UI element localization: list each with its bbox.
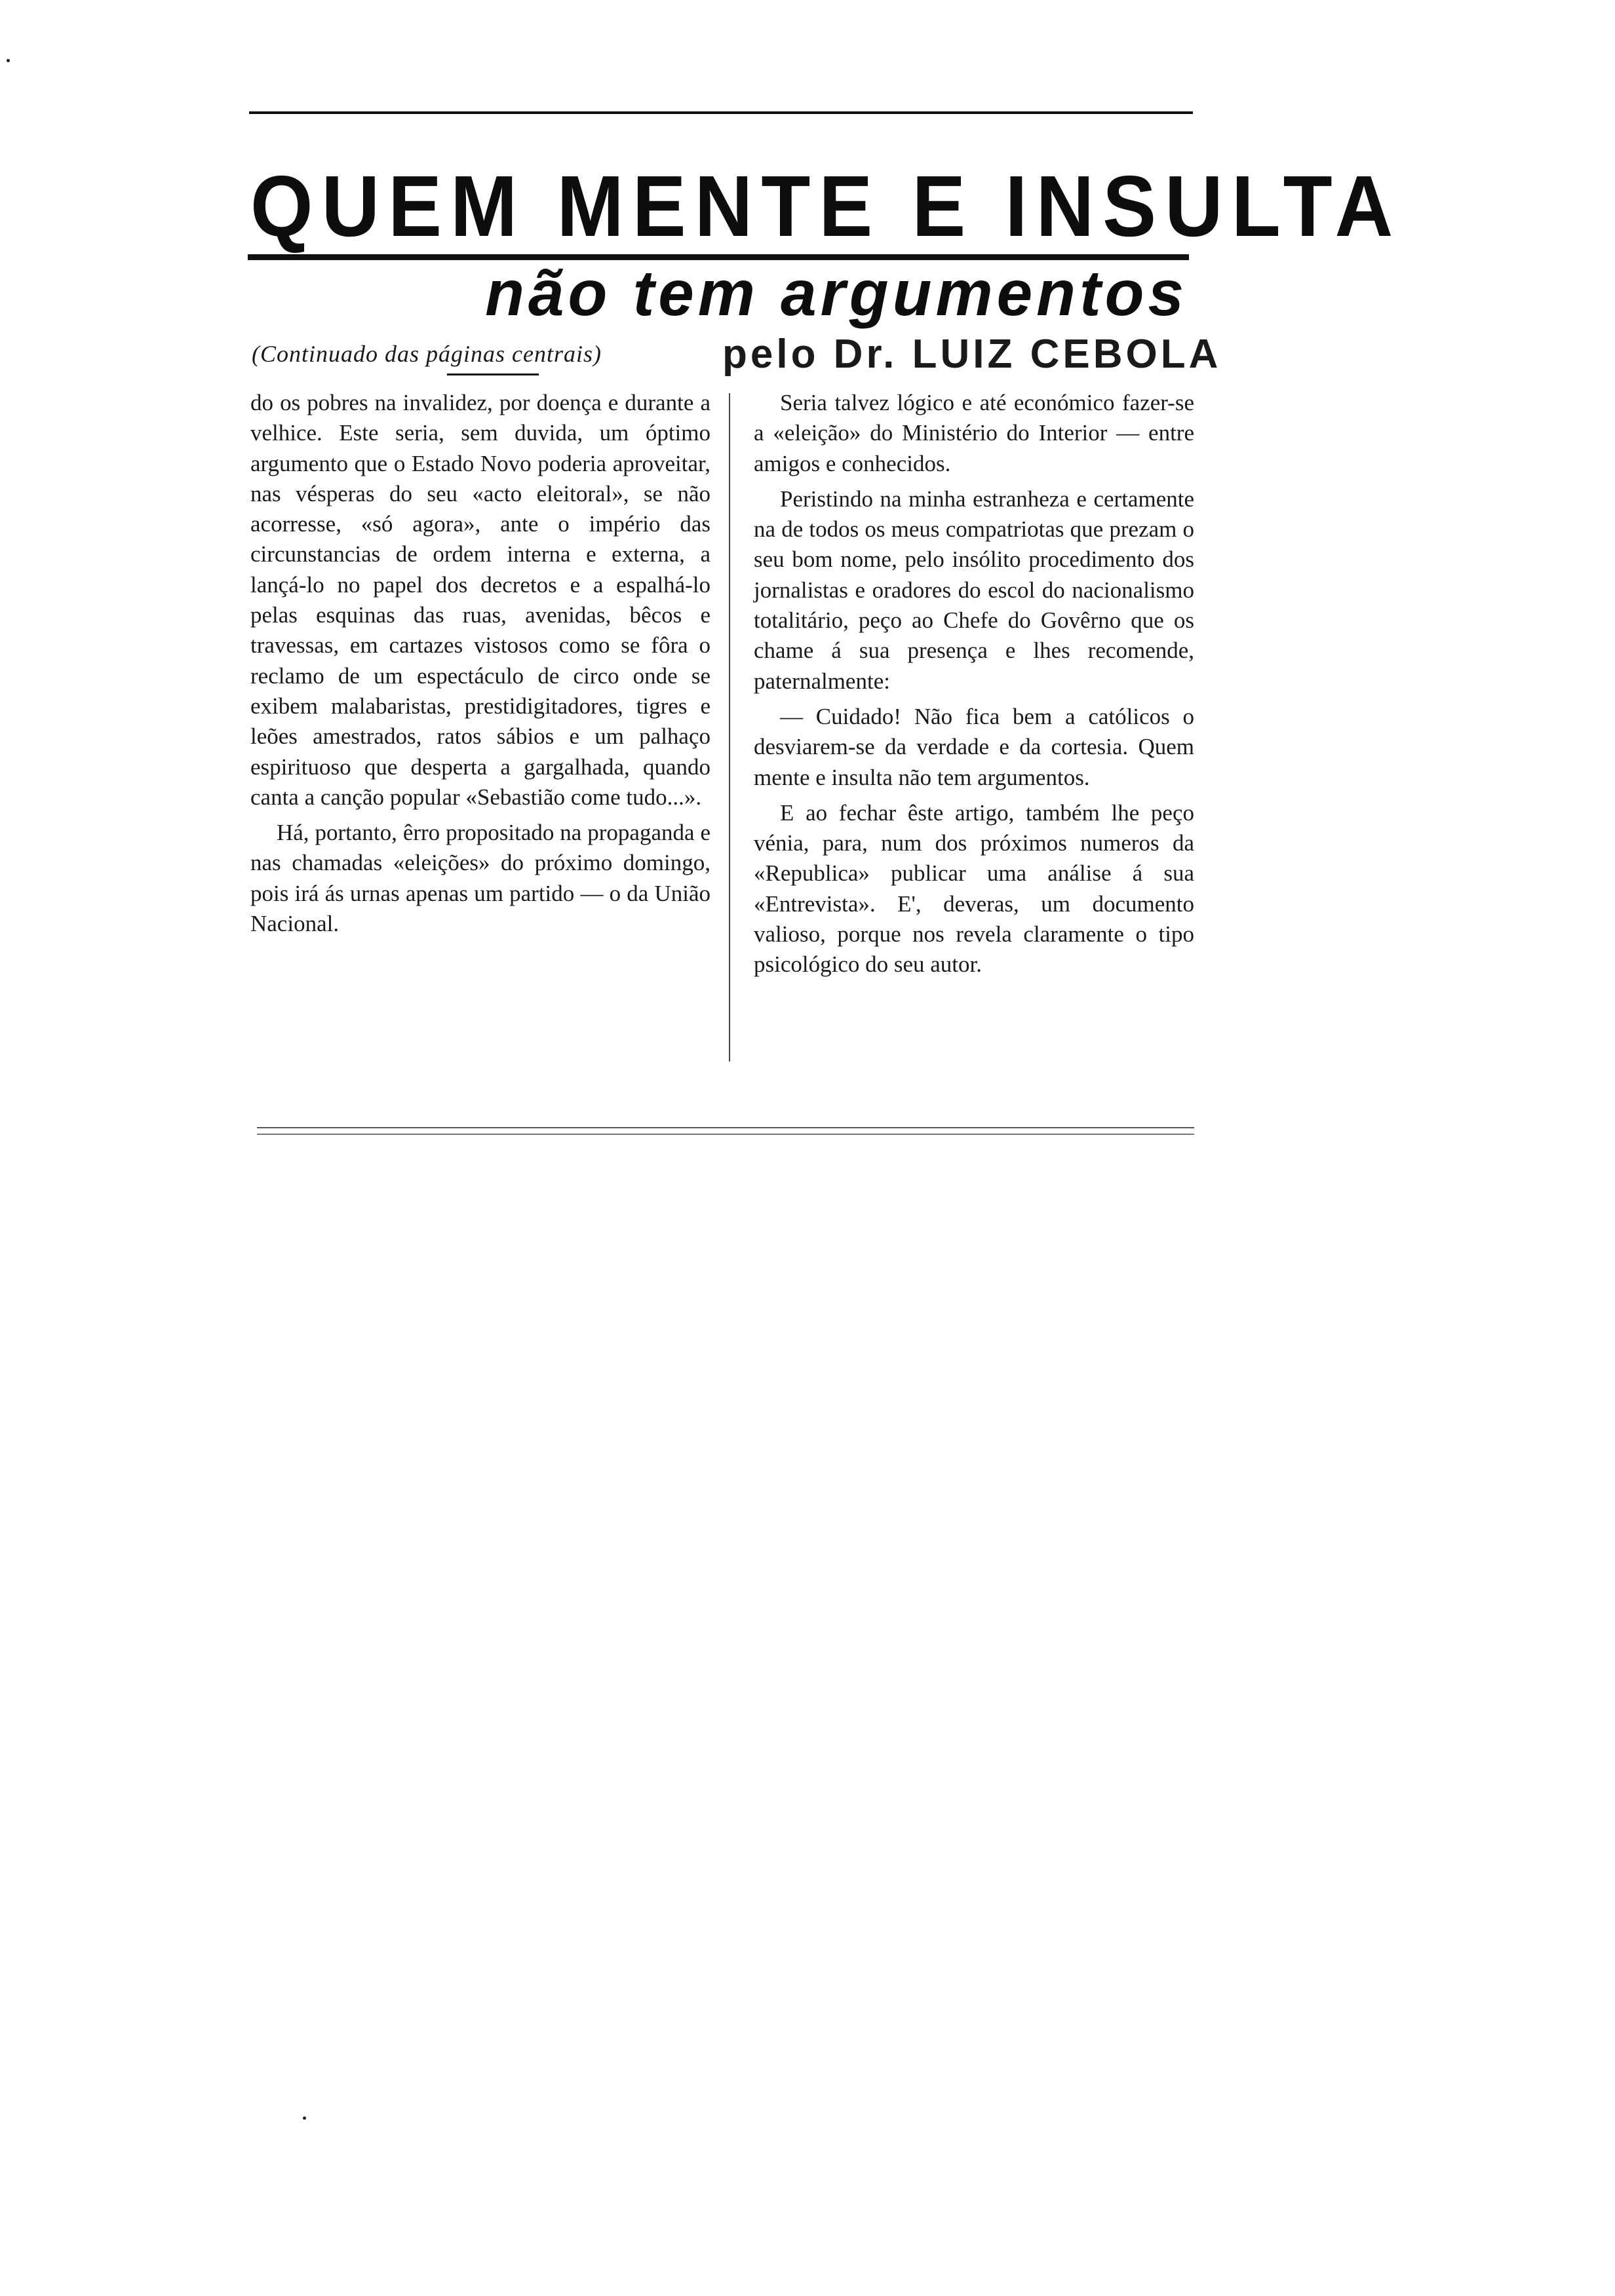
scan-speck: [303, 2116, 306, 2120]
column-divider: [729, 393, 730, 1062]
right-paragraph: E ao fechar êste artigo, também lhe peço vénia, para, num dos próximos numeros da «Republica» publicar uma análise á sua «Entrevista». E', deveras, um documento valioso, porque nos revela claramente o tipo psicológico do seu autor.: [754, 799, 1194, 978]
left-paragraph: do os pobres na invalidez, por doença e durante a velhice. Este seria, sem duvida, um óptimo argumento que o Estado Novo poderia aproveitar, nas vésperas do seu «acto eleitoral», se não acorresse, «só agora», ante o império das circunstancias de ordem interna e externa, a lançá-lo no papel dos decretos e a espalhá-lo pelas esquinas das ruas, avenidas, bêcos e travessas, em cartazes vistosos como se fôra o reclamo de um espectáculo de circo onde se exibem malabaristas, prestidigitadores, tigres e leões amestrados, ratos sábios e um palhaço espirituoso que desperta a gargalhada, quando canta a canção popular «Sebastião come tudo...».: [250, 390, 710, 810]
continued-note: (Continuado das páginas centrais): [252, 341, 602, 367]
newspaper-clipping: [244, 105, 1402, 1140]
byline: pelo Dr. LUIZ CEBOLA: [722, 332, 1222, 377]
right-paragraph: Peristindo na minha estranheza e certamente na de todos os meus compatriotas que prezam o seu bom nome, pelo insólito procedimento dos jornalistas e oradores do escol do nacionalismo totalitário, peço ao Chefe do Govêrno que os chame á sua presença e lhes recomende, paternalmente:: [754, 486, 1194, 694]
continued-rule: [447, 373, 539, 375]
right-paragraph: — Cuidado! Não fica bem a católicos o desviarem-se da verdade e da cortesia. Quem mente e insulta não tem argumentos.: [754, 703, 1194, 790]
bottom-rule-2: [257, 1134, 1194, 1135]
scan-speck: [7, 59, 10, 62]
right-paragraph: Seria talvez lógico e até económico fazer-se a «eleição» do Ministério do Interior — entre amigos e conhecidos.: [754, 390, 1194, 476]
right-column: [754, 388, 1194, 985]
top-rule: [249, 111, 1193, 114]
left-paragraph: Há, portanto, êrro propositado na propaganda e nas chamadas «eleições» do próximo domingo, pois irá ás urnas apenas um partido — o da União Nacional.: [250, 820, 710, 937]
subheadline: não tem argumentos: [485, 257, 1188, 329]
headline: QUEM MENTE E INSULTA: [250, 158, 1402, 254]
left-column: [250, 388, 710, 944]
bottom-rule: [257, 1127, 1194, 1128]
